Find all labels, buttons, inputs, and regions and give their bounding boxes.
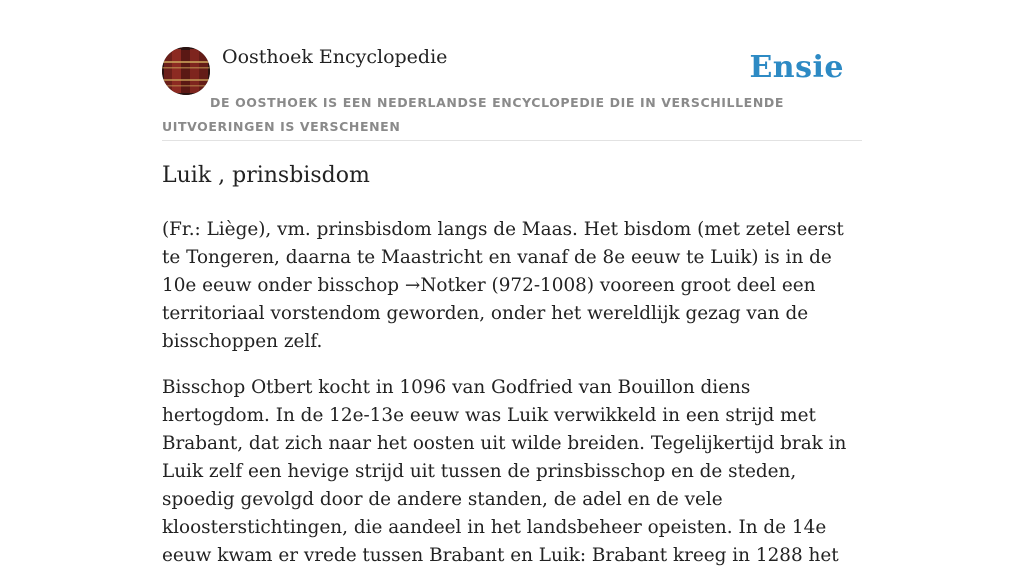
article-body (162, 216, 862, 588)
paragraph-1-text-end: (972-1008) vooreen groot deel een territoriaal vorstendom geworden, onder het wereldlijk gezag van de bisschoppen zelf. (162, 275, 816, 352)
site-header (162, 0, 862, 141)
site-name[interactable]: Oosthoek Encyclopedie (222, 46, 448, 68)
notker-link[interactable]: →Notker (404, 275, 486, 296)
paragraph-2: Bisschop Otbert kocht in 1096 van Godfried van Bouillon diens hertogdom. In de 12e-13e eeuw was Luik verwikkeld in een strijd met Brabant, dat zich naar het oosten uit wilde breiden. Tegelijkertijd brak in Luik zelf een hevige strijd uit tussen de prinsbisschop en de steden, spoedig gevolgd door de andere standen, de adel en de vele kloosterstichtingen, die aandeel in het landsbeheer opeisten. In de 14e eeuw kwam er vrede tussen Brabant en Luik: Brabant kreeg in 1288 het (162, 377, 847, 566)
encyclopedia-books-icon[interactable] (162, 47, 210, 95)
site-tagline: DE OOSTHOEK IS EEN NEDERLANDSE ENCYCLOPEDIE DIE IN VERSCHILLENDE UITVOERINGEN IS VERSCHENEN (162, 95, 784, 134)
paragraph-1-text: (Fr.: Liège), vm. prinsbisdom langs de Maas. Het bisdom (met zetel eerst te Tongeren, daarna te Maastricht en vanaf de 8e eeuw te Luik) is in de 10e eeuw onder bisschop (162, 219, 844, 296)
brand-logo[interactable]: Ensie (749, 50, 844, 85)
paragraph-1 (162, 216, 862, 356)
article-title: Luik , prinsbisdom (162, 163, 370, 188)
page (162, 0, 862, 566)
